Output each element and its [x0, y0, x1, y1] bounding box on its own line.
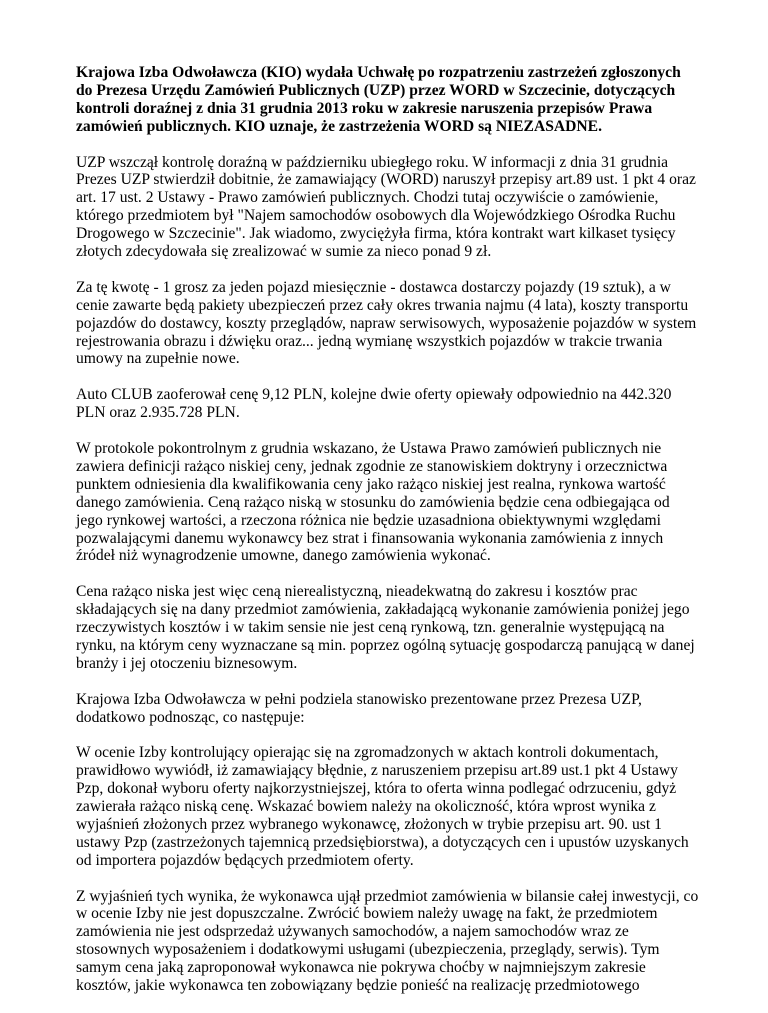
paragraph-1: UZP wszczął kontrolę doraźną w październiku ubiegłego roku. W informacji z dnia 31 grudnia Prezes UZP stwierdził dobitnie, że zamawiający (WORD) naruszył przepisy art.89 ust. 1 pkt 4 oraz art. 17 ust. 2 Ustawy - Prawo zamówień publicznych. Chodzi tutaj oczywiście o zamówienie, którego przedmiotem był "Najem samochodów osobowych dla Wojewódzkiego Ośrodka Ruchu Drogowego w Szczecinie". Jak wiadomo, zwyciężyła firma, która kontrakt wart kilkaset tysięcy złotych zdecydowała się zrealizować w sumie za nieco ponad 9 zł.: [76, 153, 696, 261]
paragraph-6: Krajowa Izba Odwoławcza w pełni podziela stanowisko prezentowane przez Prezesa UZP, dodatkowo podnosząc, co następuje:: [76, 690, 642, 726]
paragraph-7: W ocenie Izby kontrolujący opierając się na zgromadzonych w aktach kontroli dokumentach, prawidłowo wywiódł, iż zamawiający błędnie, z naruszeniem przepisu art.89 ust.1 pkt 4 Ustawy Pzp, dokonał wyboru oferty najkorzystniejszej, która to oferta winna podlegać odrzuceniu, gdyż zawierała rażąco niską cenę. Wskazać bowiem należy na okoliczność, która wprost wynika z wyjaśnień złożonych przez wybranego wykonawcę, złożonych w trybie przepisu art. 90. ust 1 ustawy Pzp (zastrzeżonych tajemnicą przedsiębiorstwa), a dotyczących cen i upustów uzyskanych od importera pojazdów będących przedmiotem oferty.: [76, 744, 689, 869]
document-page: [76, 64, 700, 1013]
paragraph-2: Za tę kwotę - 1 grosz za jeden pojazd miesięcznie - dostawca dostarczy pojazdy (19 sztuk), a w cenie zawarte będą pakiety ubezpieczeń przez cały okres trwania najmu (4 lata), koszty transportu pojazdów do dostawcy, koszty przeglądów, napraw serwisowych, wyposażenie pojazdów w system rejestrowania obrazu i dźwięku oraz... jedną wymianę wszystkich pojazdów w trakcie trwania umowy na zupełnie nowe.: [76, 278, 697, 368]
headline: Krajowa Izba Odwoławcza (KIO) wydała Uchwałę po rozpatrzeniu zastrzeżeń zgłoszonych do Prezesa Urzędu Zamówień Publicznych (UZP) przez WORD w Szczecinie, dotyczących kontroli doraźnej z dnia 31 grudnia 2013 roku w zakresie naruszenia przepisów Prawa zamówień publicznych. KIO uznaje, że zastrzeżenia WORD są NIEZASADNE.: [76, 64, 681, 135]
paragraph-4: W protokole pokontrolnym z grudnia wskazano, że Ustawa Prawo zamówień publicznych nie zawiera definicji rażąco niskiej ceny, jednak zgodnie ze stanowiskiem doktryny i orzecznictwa punktem odniesienia dla kwalifikowania ceny jako rażąco niskiej jest realna, rynkowa wartość danego zamówienia. Ceną rażąco niską w stosunku do zamówienia będzie cena odbiegająca od jego rynkowej wartości, a rzeczona różnica nie będzie uzasadniona obiektywnymi względami pozwalającymi danemu wykonawcy bez strat i finansowania wykonania zamówienia z innych źródeł niż wynagrodzenie umowne, danego zamówienia wykonać.: [76, 439, 670, 565]
paragraph-8: Z wyjaśnień tych wynika, że wykonawca ujął przedmiot zamówienia w bilansie całej inwestycji, co w ocenie Izby nie jest dopuszczalne. Zwrócić bowiem należy uwagę na fakt, że przedmiotem zamówienia nie jest odsprzedaż używanych samochodów, a najem samochodów wraz ze stosownych wyposażeniem i dodatkowymi usługami (ubezpieczenia, przeglądy, serwis). Tym samym cena jaką zaproponował wykonawca nie pokrywa choćby w najmniejszym zakresie kosztów, jakie wykonawca ten zobowiązany będzie ponieść na realizację przedmiotowego: [76, 887, 699, 995]
paragraph-5: Cena rażąco niska jest więc ceną nierealistyczną, nieadekwatną do zakresu i kosztów prac składających się na dany przedmiot zamówienia, zakładającą wykonanie zamówienia poniżej jego rzeczywistych kosztów i w takim sensie nie jest ceną rynkową, tzn. generalnie występującą na rynku, na którym ceny wyznaczane są min. poprzez ogólną sytuację gospodarczą panującą w danej branży i jej otoczeniu biznesowym.: [76, 583, 695, 672]
paragraph-3: Auto CLUB zaoferował cenę 9,12 PLN, kolejne dwie oferty opiewały odpowiednio na 442.320 PLN oraz 2.935.728 PLN.: [76, 386, 672, 422]
